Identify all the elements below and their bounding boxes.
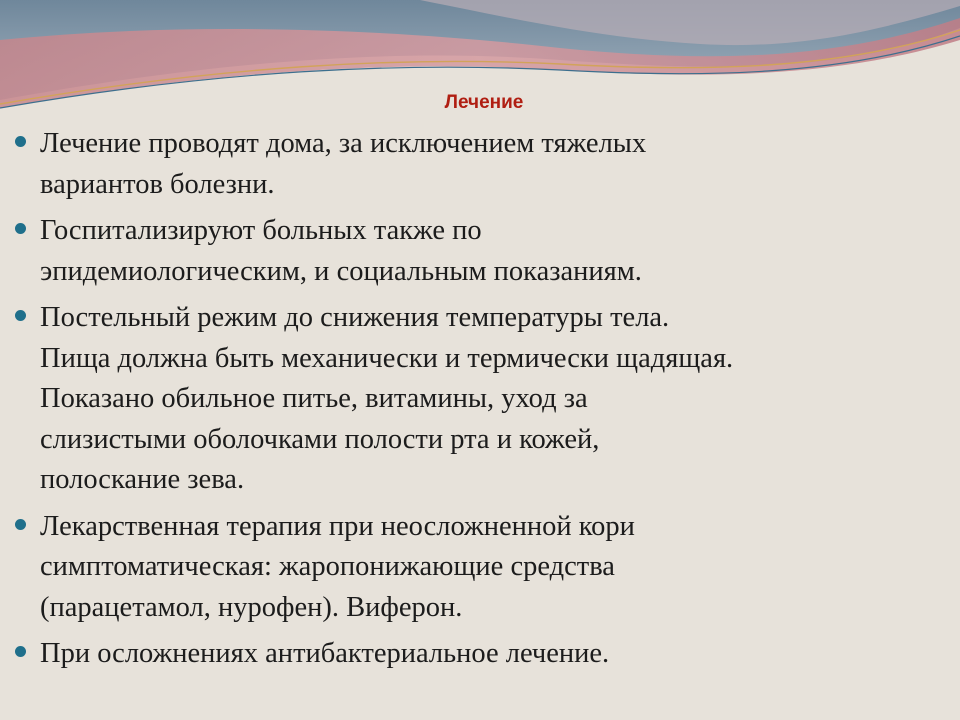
bullet-text: Лечение проводят дома, за исключением тяжелых вариантов болезни. — [40, 128, 647, 200]
bullet-list — [14, 124, 944, 681]
slide-title: Лечение — [444, 92, 524, 113]
list-item — [14, 298, 944, 501]
list-item — [14, 124, 944, 205]
list-item — [14, 507, 944, 629]
bullet-text: Лекарственная терапия при неосложненной кори симптоматическая: жаропонижающие средства (парацетамол, нурофен). Виферон. — [40, 510, 635, 623]
bullet-dot-icon — [15, 136, 26, 147]
bullet-text: При осложнениях антибактериальное лечение. — [40, 638, 610, 669]
bullet-text: Госпитализируют больных также по эпидемиологическим, и социальным показаниям. — [40, 215, 642, 287]
bullet-dot-icon — [15, 646, 26, 657]
bullet-text: Постельный режим до снижения температуры тела. Пища должна быть механически и термически щадящая. Показано обильное питье, витамины, уход за слизистыми оболочками полости рта и кожей, полоскание зева. — [40, 302, 734, 495]
bullet-dot-icon — [15, 519, 26, 530]
bullet-dot-icon — [15, 223, 26, 234]
list-item — [14, 211, 944, 292]
bullet-dot-icon — [15, 310, 26, 321]
list-item — [14, 634, 944, 675]
